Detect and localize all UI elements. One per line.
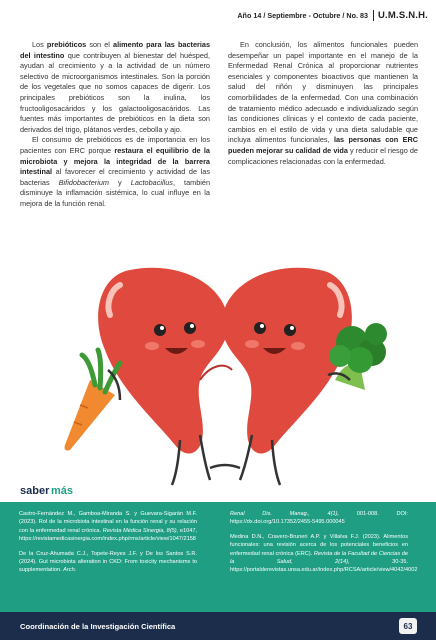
text-run: son el — [86, 40, 114, 49]
italic-text: Renal Dis. Manag., 4(1), — [230, 511, 340, 517]
bold-text: alimento para las bacterias del intestino — [20, 40, 210, 60]
reference-item — [230, 533, 418, 575]
text-run: Los — [32, 40, 47, 49]
university-name: U.M.S.N.H. — [373, 10, 428, 21]
text-run: al favorecer el crecimiento y actividad de las bacterias — [20, 167, 210, 187]
text-run: 30-35. https://portalderevistas.unsa.edu.ar/index.php/RCSA/article/view/4042/4002 — [230, 559, 418, 574]
italic-text: Revista de la Facultad de Ciencias de la Salud, 2(14), — [230, 550, 408, 566]
text-run: 001-008. DOI: https://dx.doi.org/10.17352/2455-5495.000045 — [230, 511, 408, 526]
text-run: que contribuyen al bienestar del huésped, ayudan al crecimiento y a la actividad de un número selectivo de microorganismos intestinales. Son la porción de los vegetales que no somos capaces de digerir. Los principales prebióticos son la inulina, los fructooligosacáridos y los galactooligosacáridos. Las fuentes más importantes de prebióticos en la dieta son derivados del trigo, plátanos verdes, cebolla y ajo. — [20, 50, 210, 134]
bold-text: restaura el equilibrio de la microbiota y mejora la integridad de la barrera intestinal — [20, 145, 210, 177]
paragraph-conclusion — [228, 40, 418, 167]
references-right — [230, 510, 418, 581]
bold-text: prebióticos — [46, 40, 87, 49]
carrot-icon — [65, 350, 120, 450]
kidney-right-icon — [210, 268, 352, 485]
reference-item — [19, 550, 197, 575]
svg-text:saber: saber — [20, 485, 50, 497]
italic-text: Arch. — [63, 567, 77, 574]
text-run: De la Cruz-Ahumada C.J., Topete-Reyes J.F. y De los Santos S.R. (2024). Gut microbiota alteration in CKD: From toxicity mechanisms to supplementation. — [19, 550, 197, 574]
text-run: y reducir el riesgo de complicaciones relacionadas con la enfermedad. — [228, 145, 418, 166]
right-column — [228, 40, 418, 167]
footer-text: Coordinación de la Investigación Científica — [20, 622, 176, 631]
text-run: En conclusión, los alimentos funcionales pueden desempeñar un papel importante en el manejo de la Enfermedad Renal Crónica al proporcionar nutrientes esenciales y componentes bioactivos que mantienen la salud del riñón y disminuyen las principales comorbilidades de la enfermedad. Con una combinación de tratamiento médico adecuado e individualizado según las condiciones clínicas y el contexto de cada paciente, cambios en el estilo de vida y una dieta saludable que incluya alimentos funcionales, — [228, 40, 418, 145]
sabermas-logo-icon — [20, 482, 84, 498]
italic-text: Lactobacillus — [130, 177, 173, 187]
text-run: e1047, https://revistamedicasinergia.com/index.php/rms/article/view/1047/2158 — [19, 527, 197, 543]
references-box — [0, 502, 436, 612]
italic-text: Bifidobacterium — [58, 177, 109, 187]
left-column — [20, 40, 210, 210]
kidney-illustration — [60, 230, 390, 490]
svg-text:más: más — [51, 485, 74, 497]
sabermas-logo — [20, 482, 84, 498]
paragraph-consumo — [20, 135, 210, 209]
issue-info: Año 14 / Septiembre - Octubre / No. 83 — [237, 10, 368, 20]
references-left — [19, 510, 197, 581]
italic-text: Revista Médica Sinergia, 8(5), — [102, 527, 179, 534]
text-run: , también disminuye la inflamación sistémica, lo cual influye en la mejora de la función renal. — [20, 177, 211, 208]
text-run: El consumo de prebióticos es de importancia en los pacientes con ERC porque — [20, 135, 210, 155]
text-run: Castro-Fernández M., Gamboa-Miranda S. y Guevara-Sigarán M.F. (2023). Rol de la microbiota intestinal en la función renal y su relación con la enfermedad renal crónica. — [19, 511, 197, 534]
text-run: y — [108, 177, 131, 187]
reference-item — [19, 510, 197, 544]
text-run: Medina D.N., Cravero-Bruneri A.P. y Villalva F.J. (2023). Alimentos funcionales: una revisión acerca de los potenciales beneficios en enfermedad renal crónica (ERC). — [230, 533, 408, 557]
bold-text: las personas con ERC pueden mejorar su calidad de vida — [228, 135, 418, 155]
page-header — [237, 7, 428, 23]
kidney-left-icon — [98, 268, 232, 485]
page-footer — [0, 612, 436, 640]
page-number: 63 — [399, 618, 417, 634]
paragraph-prebioticos — [20, 40, 210, 135]
reference-item — [230, 510, 408, 527]
